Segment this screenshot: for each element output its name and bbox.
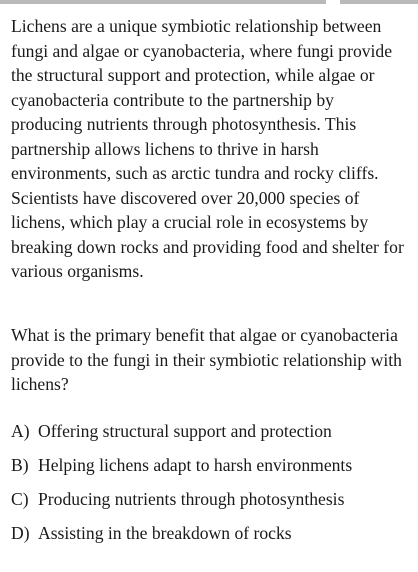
choice-letter: C) [11,489,29,509]
choice-text: Offering structural support and protection [38,421,332,441]
choice-letter: A) [11,421,30,441]
choice-a[interactable] [11,419,411,453]
question-prompt: What is the primary benefit that algae or cyanobacteria provide to the fungi in their symbiotic relationship with lichens? [11,325,402,394]
reading-passage: Lichens are a unique symbiotic relationship between fungi and algae or cyanobacteria, where fungi provide the structural support and protection, while algae or cyanobacteria contribute to the partnership by producing nutrients through photosynthesis. This partnership allows lichens to thrive in harsh environments, such as arctic tundra and rocky cliffs. Scientists have discovered over 20,000 species of lichens, which play a crucial role in ecosystems by breaking down rocks and providing food and shelter for various organisms. [11,16,404,281]
choice-text: Producing nutrients through photosynthesis [38,489,345,509]
choice-c[interactable] [11,487,411,521]
choice-letter: B) [11,455,29,475]
choice-text: Helping lichens adapt to harsh environments [38,455,353,475]
top-divider-gap [326,0,340,4]
answer-choices [11,419,411,555]
choice-b[interactable] [11,453,411,487]
top-divider [0,0,418,4]
choice-letter: D) [11,523,30,543]
choice-d[interactable] [11,521,411,555]
choice-text: Assisting in the breakdown of rocks [38,523,292,543]
